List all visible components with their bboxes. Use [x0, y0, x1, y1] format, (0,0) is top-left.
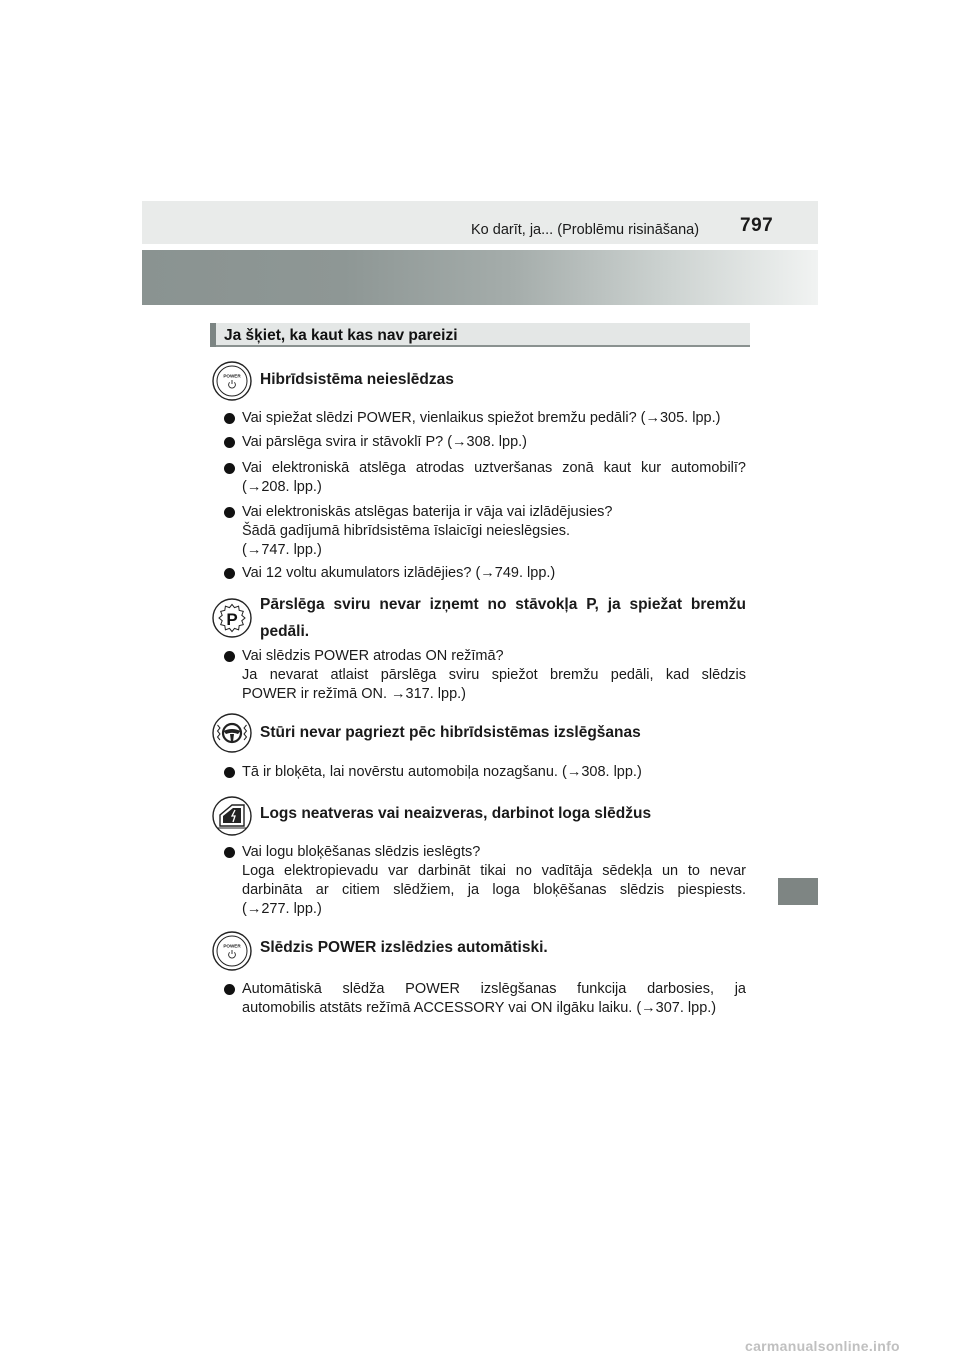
list-item: Vai spiežat slēdzi POWER, vienlaikus spiežot bremžu pedāli? (→305. lpp.) [224, 409, 746, 428]
list-item: Vai pārslēga svira ir stāvoklī P? (→308. lpp.) [224, 433, 746, 452]
list-item: Vai elektroniskā atslēga atrodas uztveršanas zonā kaut kur automobilī? (→208. lpp.) [224, 459, 746, 497]
item-heading-shift-lever-stuck: Pārslēga sviru nevar izņemt no stāvokļa P, ja spiežat bremžu pedāli. [260, 596, 746, 640]
section-heading [210, 323, 750, 347]
list-item: Vai slēdzis POWER atrodas ON režīmā? Ja nevarat atlaist pārslēga sviru spiežot bremžu pedāli, kad slēdzis POWER ir režīmā ON. →317. lpp.) [224, 647, 746, 704]
list-item: Tā ir bloķēta, lai novērstu automobiļa nozagšanu. (→308. lpp.) [224, 763, 746, 782]
bullet-dot [224, 413, 235, 424]
chapter-band [142, 250, 818, 305]
chapter-side-tab [778, 878, 818, 905]
bullet-dot [224, 507, 235, 518]
list-item: Automātiskā slēdža POWER izslēgšanas funkcija darbosies, ja automobilis atstāts režīmā ACCESSORY vai ON ilgāku laiku. (→307. lpp.) [224, 980, 746, 1018]
section-heading-title: Ja šķiet, ka kaut kas nav pareizi [224, 327, 458, 344]
page-number: 797 [740, 215, 774, 236]
list-item: Vai logu bloķēšanas slēdzis ieslēgts? Loga elektropievadu var darbināt tikai no vadītāja sēdekļa un to nevar darbināta ar citiem slēdžiem, ja loga bloķēšanas slēdzis piespiests. (→277. lpp.) [224, 843, 746, 919]
power-icon-label: POWER [223, 943, 241, 949]
steering-lock-icon [212, 713, 252, 753]
window-lock-switch-icon [212, 796, 252, 836]
gear-icon-label: P [226, 610, 238, 629]
bullet-dot [224, 568, 235, 579]
bullet-dot [224, 651, 235, 662]
item-heading-power-auto-off: Slēdzis POWER izslēdzies automātiski. [260, 939, 548, 956]
power-icon-label: POWER [223, 373, 241, 379]
header-title: Ko darīt, ja... (Problēmu risināšana) [471, 222, 700, 238]
item-heading-window-not-working: Logs neatveras vai neaizveras, darbinot loga slēdžus [260, 805, 652, 822]
bullet-dot [224, 984, 235, 995]
power-switch-icon [212, 361, 252, 401]
bullet-dot [224, 463, 235, 474]
item-heading-steering-locked: Stūri nevar pagriezt pēc hibrīdsistēmas izslēgšanas [260, 724, 641, 741]
item-heading-hybrid-not-starting: Hibrīdsistēma neieslēdzas [260, 371, 454, 388]
bullet-dot [224, 767, 235, 778]
list-item: Vai elektroniskās atslēgas baterija ir vāja vai izlādējusies? Šādā gadījumā hibrīdsistēma īslaicīgi neieslēgsies. (→747. lpp.) [224, 503, 746, 560]
bullet-dot [224, 437, 235, 448]
gear-park-p-icon [212, 598, 252, 638]
power-switch-icon [212, 931, 252, 971]
list-item: Vai 12 voltu akumulators izlādējies? (→749. lpp.) [224, 564, 746, 583]
watermark: carmanualsonline.info [745, 1338, 900, 1354]
bullet-dot [224, 847, 235, 858]
section-heading-accent [210, 323, 216, 347]
